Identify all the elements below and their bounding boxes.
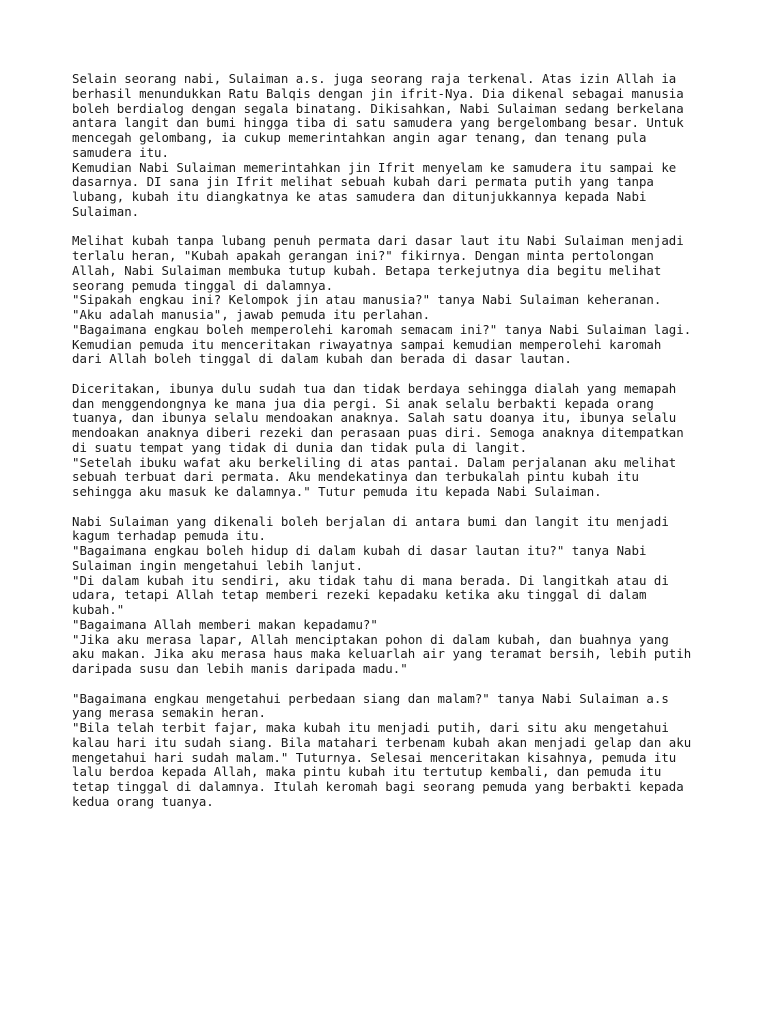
text-line: Sulaiman ingin mengetahui lebih lanjut.	[72, 557, 363, 573]
text-line: mengetahui hari sudah malam." Tuturnya. Selesai menceritakan kisahnya, pemuda itu	[72, 749, 677, 765]
text-line: boleh berdialog dengan segala binatang. Dikisahkan, Nabi Sulaiman sedang berkelana	[72, 100, 684, 116]
text-line: lubang, kubah itu diangkatnya ke atas samudera dan ditunjukkannya kepada Nabi	[72, 189, 647, 204]
text-line: Diceritakan, ibunya dulu sudah tua dan tidak berdaya sehingga dialah yang memapah	[72, 380, 677, 396]
text-line: kubah."	[72, 602, 125, 617]
text-line: "Di dalam kubah itu sendiri, aku tidak tahu di mana berada. Di langitkah atau di	[72, 572, 669, 588]
text-line: "Bagaimana engkau boleh memperolehi karomah semacam ini?" tanya Nabi Sulaiman lagi.	[72, 321, 692, 337]
text-line: tuanya, dan ibunya selalu mendoakan anaknya. Salah satu doanya itu, ibunya selalu	[72, 410, 677, 426]
text-line: seorang pemuda tinggal di dalamnya.	[72, 277, 334, 293]
text-line: terlalu heran, "Kubah apakah gerangan ini?" fikirnya. Dengan minta pertolongan	[72, 248, 654, 263]
text-line: kalau hari itu sudah siang. Bila matahari terbenam kubah akan menjadi gelap dan aku	[72, 734, 692, 750]
text-line: "Bagaimana Allah memberi makan kepadamu?"	[72, 616, 378, 632]
text-line: sebuah terbuat dari permata. Aku mendekatinya dan terbukalah pintu kubah itu	[72, 469, 639, 485]
text-line: mendoakan anaknya diberi rezeki dan perasaan puas diri. Semoga anaknya ditempatkan	[72, 425, 684, 440]
paragraph-gap	[72, 500, 702, 515]
text-line: Selain seorang nabi, Sulaiman a.s. juga seorang raja terkenal. Atas izin Allah ia	[72, 71, 677, 86]
text-line: "Bagaimana engkau boleh hidup di dalam kubah di dasar lautan itu?" tanya Nabi	[72, 543, 647, 558]
text-line: dari Allah boleh tinggal di dalam kubah dan berada di dasar lautan.	[72, 351, 572, 367]
text-line: "Jika aku merasa lapar, Allah menciptakan pohon di dalam kubah, dan buahnya yang	[72, 631, 669, 647]
text-line: Nabi Sulaiman yang dikenali boleh berjalan di antara bumi dan langit itu menjadi	[72, 513, 669, 529]
text-line: aku makan. Jika aku merasa haus maka keluarlah air yang teramat bersih, lebih putih	[72, 646, 692, 662]
text-line: daripada susu dan lebih manis daripada madu."	[72, 661, 408, 676]
text-line: kedua orang tuanya.	[72, 793, 214, 809]
text-line: "Bagaimana engkau mengetahui perbedaan siang dan malam?" tanya Nabi Sulaiman a.s	[72, 690, 669, 706]
paragraph-gap	[72, 367, 702, 382]
text-line: berhasil menundukkan Ratu Balqis dengan jin ifrit-Nya. Dia dikenal sebagai manusia	[72, 85, 684, 101]
text-line: yang merasa semakin heran.	[72, 705, 266, 721]
text-line: udara, tetapi Allah tetap memberi rezeki kepadaku ketika aku tinggal di dalam	[72, 587, 647, 603]
text-line: mencegah gelombang, ia cukup memerintahkan angin agar tenang, dan tenang pula	[72, 130, 647, 145]
text-line: "Aku adalah manusia", jawab pemuda itu perlahan.	[72, 307, 431, 322]
paragraph-5	[72, 692, 702, 810]
text-line: Sulaiman.	[72, 203, 140, 219]
text-line: "Setelah ibuku wafat aku berkeliling di atas pantai. Dalam perjalanan aku melihat	[72, 454, 677, 470]
text-line: samudera itu.	[72, 144, 169, 160]
text-line: Kemudian pemuda itu menceritakan riwayatnya sampai kemudian memperolehi karomah	[72, 336, 662, 352]
text-line: lalu berdoa kepada Allah, maka pintu kubah itu tertutup kembali, dan pemuda itu	[72, 764, 662, 780]
text-line: tetap tinggal di dalamnya. Itulah keromah bagi seorang pemuda yang berbakti kepada	[72, 779, 684, 794]
paragraph-gap	[72, 220, 702, 235]
document-body	[72, 72, 702, 810]
text-line: di suatu tempat yang tidak di dunia dan tidak pula di langit.	[72, 439, 528, 455]
text-line: "Bila telah terbit fajar, maka kubah itu menjadi putih, dari situ aku mengetahui	[72, 720, 669, 735]
text-line: sehingga aku masuk ke dalamnya." Tutur pemuda itu kepada Nabi Sulaiman.	[72, 484, 602, 499]
text-line: "Sipakah engkau ini? Kelompok jin atau manusia?" tanya Nabi Sulaiman keheranan.	[72, 292, 662, 308]
paragraph-4	[72, 515, 702, 677]
text-line: Melihat kubah tanpa lubang penuh permata dari dasar laut itu Nabi Sulaiman menjadi	[72, 233, 684, 249]
text-line: antara langit dan bumi hingga tiba di satu samudera yang bergelombang besar. Untuk	[72, 115, 684, 131]
text-line: dan menggendongnya ke mana jua dia pergi. Si anak selalu berbakti kepada orang	[72, 395, 654, 411]
text-line: dasarnya. DI sana jin Ifrit melihat sebuah kubah dari permata putih yang tanpa	[72, 174, 654, 190]
text-line: kagum terhadap pemuda itu.	[72, 528, 266, 544]
text-line: Kemudian Nabi Sulaiman memerintahkan jin Ifrit menyelam ke samudera itu sampai ke	[72, 159, 677, 175]
paragraph-2	[72, 234, 702, 367]
text-line: Allah, Nabi Sulaiman membuka tutup kubah. Betapa terkejutnya dia begitu melihat	[72, 262, 662, 278]
paragraph-3	[72, 382, 702, 500]
paragraph-1	[72, 72, 702, 220]
paragraph-gap	[72, 677, 702, 692]
